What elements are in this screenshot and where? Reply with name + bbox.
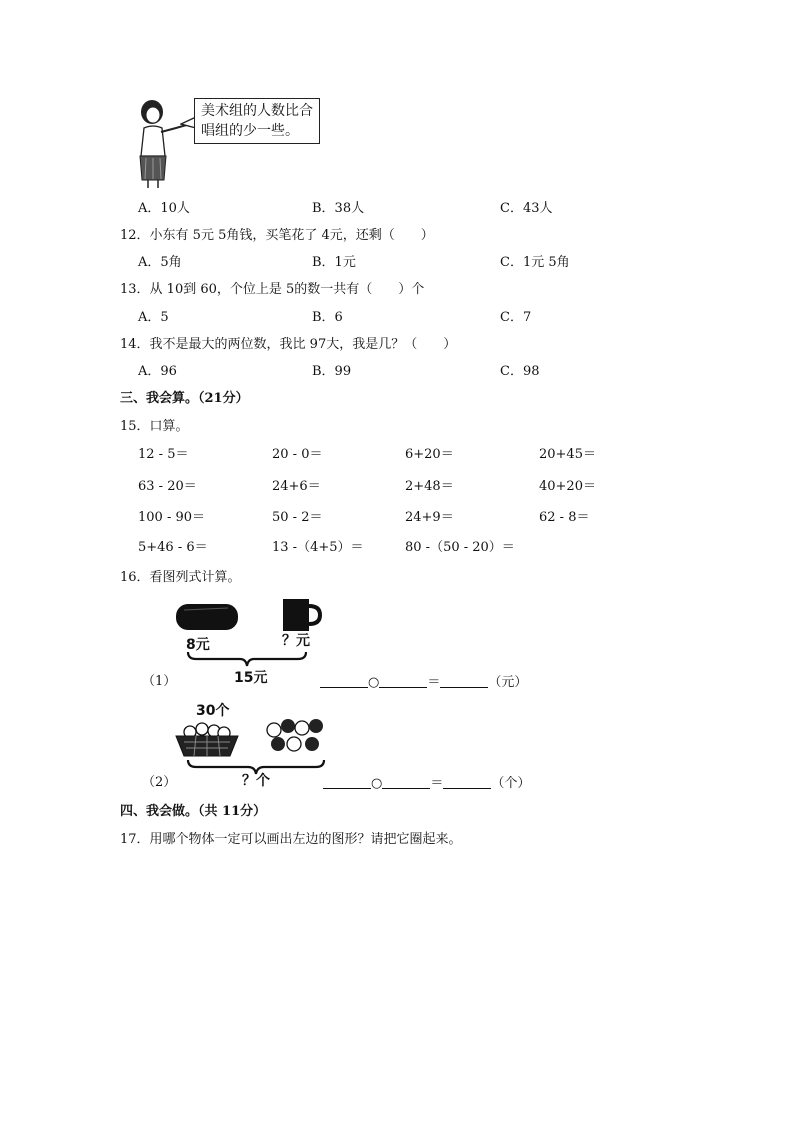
calc-cell: 100 - 90＝ (138, 510, 206, 525)
q14-question: 14．我不是最大的两位数，我比 97大，我是几？（ ） (120, 337, 457, 352)
q12-question: 12．小东有 5元 5角钱，买笔花了 4元，还剩（ ） (120, 228, 434, 243)
calc-cell: 6+20＝ (405, 447, 454, 462)
pencil-case-icon (172, 600, 242, 634)
q11-option-b[interactable]: B．38人 (312, 201, 365, 216)
fruit-basket-icon (172, 718, 242, 760)
bubble-line-2: 唱组的少一些。 (201, 123, 299, 139)
q14-option-a[interactable]: A．96 (138, 364, 177, 379)
q11-option-a[interactable]: A．10人 (138, 201, 190, 216)
price-label-left: 8元 (186, 637, 210, 653)
equals-sign: ＝ (430, 776, 444, 791)
unit-label: （元） (488, 675, 528, 690)
calc-cell: 2+48＝ (405, 479, 454, 494)
calc-cell: 40+20＝ (539, 479, 596, 494)
equals-sign: ＝ (427, 675, 441, 690)
q12-option-a[interactable]: A．5角 (138, 255, 182, 270)
q17-question: 17．用哪个物体一定可以画出左边的图形？请把它圈起来。 (120, 832, 462, 847)
calc-cell: 24+6＝ (272, 479, 321, 494)
q11-option-c[interactable]: C．43人 (500, 201, 553, 216)
mug-icon (280, 596, 322, 634)
speech-bubble (194, 98, 320, 144)
answer-blank[interactable] (382, 774, 430, 789)
operator-circle[interactable]: ○ (368, 675, 380, 690)
brace (186, 650, 308, 668)
q12-option-c[interactable]: C．1元 5角 (500, 255, 570, 270)
q12-option-b[interactable]: B．1元 (312, 255, 356, 270)
answer-blank[interactable] (320, 673, 368, 688)
q14-option-c[interactable]: C．98 (500, 364, 540, 379)
total-label: ？个 (242, 773, 270, 789)
bubble-line-1: 美术组的人数比合 (201, 103, 313, 119)
calc-cell: 63 - 20＝ (138, 479, 197, 494)
section-4-title: 四、我会做。（共 11分） (120, 804, 267, 819)
price-label-right: ？元 (282, 633, 310, 649)
operator-circle[interactable]: ○ (371, 776, 383, 791)
answer-blank[interactable] (323, 774, 371, 789)
part-2-number: （2） (142, 775, 177, 790)
teacher-illustration (132, 98, 202, 190)
unit-label: （个） (491, 776, 531, 791)
fruits-icon (262, 716, 328, 756)
q15-question: 15．口算。 (120, 419, 189, 434)
q13-question: 13．从 10到 60，个位上是 5的数一共有（ ）个 (120, 282, 425, 297)
calc-cell: 12 - 5＝ (138, 447, 189, 462)
calc-cell: 50 - 2＝ (272, 510, 323, 525)
part-1-number: （1） (142, 674, 177, 689)
calc-cell: 20+45＝ (539, 447, 596, 462)
part-1-equation (320, 673, 527, 692)
part-2-equation (323, 774, 530, 793)
q14-option-b[interactable]: B．99 (312, 364, 352, 379)
count-label: 30个 (196, 703, 230, 719)
section-3-title: 三、我会算。（21分） (120, 391, 249, 406)
q13-option-a[interactable]: A．5 (138, 310, 169, 325)
answer-blank[interactable] (379, 673, 427, 688)
q13-option-b[interactable]: B．6 (312, 310, 343, 325)
calc-cell: 80 -（50 - 20）＝ (405, 540, 515, 555)
q16-question: 16．看图列式计算。 (120, 570, 241, 585)
answer-blank[interactable] (440, 673, 488, 688)
calc-cell: 24+9＝ (405, 510, 454, 525)
calc-cell: 13 -（4+5）＝ (272, 540, 364, 555)
calc-cell: 20 - 0＝ (272, 447, 323, 462)
total-label: 15元 (234, 670, 268, 686)
q13-option-c[interactable]: C．7 (500, 310, 532, 325)
calc-cell: 5+46 - 6＝ (138, 540, 208, 555)
calc-cell: 62 - 8＝ (539, 510, 590, 525)
answer-blank[interactable] (443, 774, 491, 789)
